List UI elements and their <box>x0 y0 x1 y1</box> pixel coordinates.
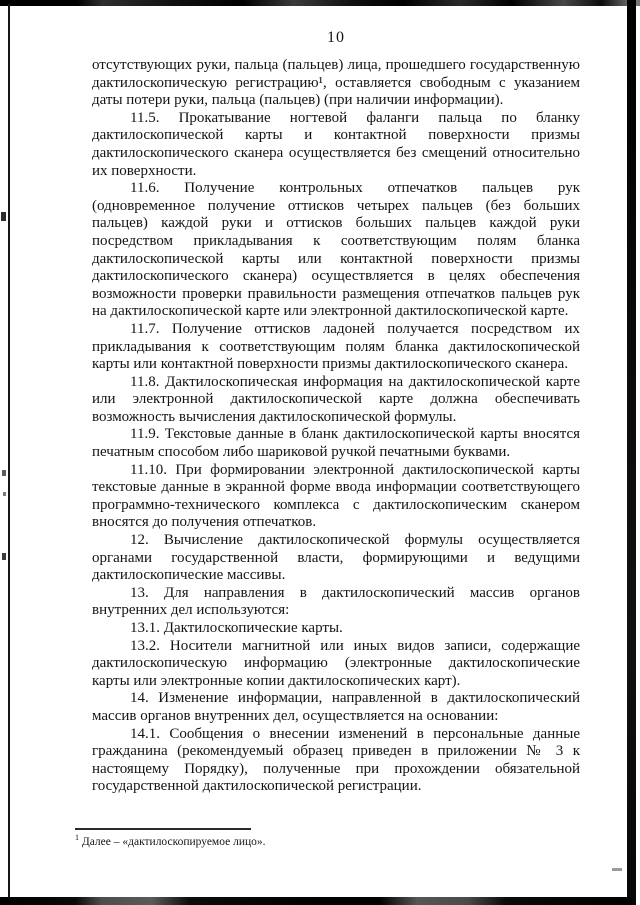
footnote-marker: 1 <box>75 833 79 843</box>
paragraph: 11.7. Получение оттисков ладоней получается посредством их прикладывания к соответствующим полям бланка дактилоскопической карты или контактной поверхности призмы дактилоскопического сканера. <box>92 320 580 373</box>
document-body <box>92 57 580 796</box>
footnote-rule <box>75 828 251 830</box>
scan-edge-top <box>0 0 640 6</box>
paragraph: 11.8. Дактилоскопическая информация на дактилоскопической карте или электронной дактилоскопической карте должна обеспечивать возможность вычисления дактилоскопической формулы. <box>92 373 580 425</box>
paragraph: отсутствующих руки, пальца (пальцев) лица, прошедшего государственную дактилоскопическую регистрацию¹, оставляется свободным с указанием даты потери руки, пальца (пальцев) (при наличии информации). <box>92 57 580 109</box>
scan-edge-left <box>8 4 10 905</box>
paragraph: 11.10. При формировании электронной дактилоскопической карты текстовые данные в экранной форме ввода информации соответствующего программно-технического комплекса с дактилоскопическим сканером вносятся до получения отпечатков. <box>92 461 580 531</box>
paragraph: 12. Вычисление дактилоскопической формулы осуществляется органами государственной власти, формирующими и ведущими дактилоскопические массивы. <box>92 532 580 584</box>
paragraph: 14.1. Сообщения о внесении изменений в персональные данные гражданина (рекомендуемый образец приведен в приложении № 3 к настоящему Порядку), полученные при прохождении обязательной государственной дактилоскопической регистрации. <box>92 725 580 795</box>
paragraph: 13.1. Дактилоскопические карты. <box>130 620 343 636</box>
scan-noise-speck <box>2 553 6 560</box>
scan-noise-speck <box>2 470 6 476</box>
paragraph: 11.6. Получение контрольных отпечатков пальцев рук (одновременное получение оттисков четырех пальцев (без больших пальцев) каждой руки и оттисков больших пальцев каждой руки посредством прикладывания к соответствующим полям бланка дактилоскопической карты или контактной поверхности призмы дактилоскопического сканера) осуществляется в целях обеспечения возможности проверки правильности размещения отпечатков пальцев рук на дактилоскопической карте или электронной дактилоскопической карте. <box>92 180 580 320</box>
scan-edge-bottom <box>0 897 632 905</box>
footnote-text <box>75 835 535 849</box>
footnote-section <box>75 828 535 849</box>
footnote-body: Далее – «дактилоскопируемое лицо». <box>81 836 266 848</box>
scan-noise-speck <box>1 212 6 221</box>
paragraph: 13. Для направления в дактилоскопический массив органов внутренних дел используются: <box>92 584 580 619</box>
scan-noise-speck <box>612 868 622 871</box>
paragraph: 14. Изменение информации, направленной в дактилоскопический массив органов внутренних дел, осуществляется на основании: <box>92 690 580 724</box>
paragraph: 13.2. Носители магнитной или иных видов записи, содержащие дактилоскопическую информацию (электронные дактилоскопические карты или электронные копии дактилоскопических карт). <box>92 637 580 689</box>
scan-edge-right <box>627 0 636 905</box>
scan-noise-speck <box>3 492 6 496</box>
page-number: 10 <box>327 29 345 46</box>
paragraph: 11.5. Прокатывание ногтевой фаланги пальца по бланку дактилоскопической карты и контактной поверхности призмы дактилоскопического сканера осуществляется без смещений относительно их поверхности. <box>92 109 580 179</box>
paragraph: 11.9. Текстовые данные в бланк дактилоскопической карты вносятся печатным способом либо шариковой ручкой печатными буквами. <box>92 426 580 461</box>
